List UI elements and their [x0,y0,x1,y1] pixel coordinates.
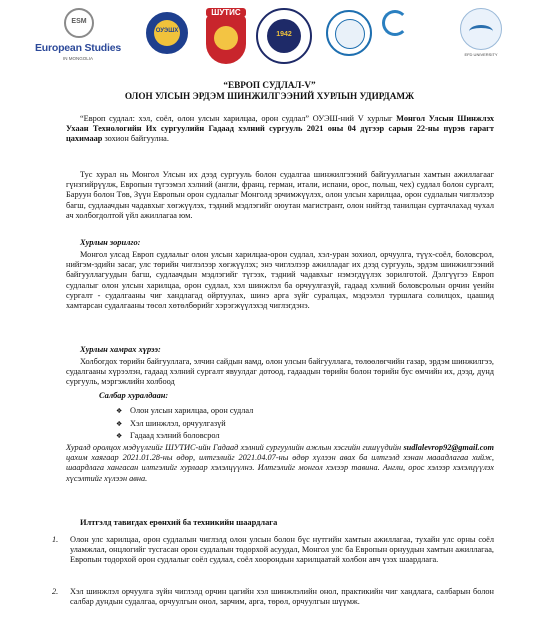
note-text-a: Хуралд оролцох мэдүүлгийг ШУТИС-ийн Гадаад хэлний сургуулийн ажлын хэсгийн гишүүдийн [66,443,404,452]
university-seal-year: 1942 [276,31,292,38]
school-logo [380,8,446,64]
esm-emblem-text: ESM [71,18,87,25]
intro-bold: Монгол Улсын Шинжлэх Ухаан Технологийн Их сургуулийн Гадаад хэлний сургууль 2021 оны 04 дүгээр сарын 22-ны пүрэв гарагт цахимаар [66,114,494,144]
list-item [116,418,253,431]
requirement-item [52,535,494,566]
title-line-1: “ЕВРОП СУДЛАЛ-V” [223,80,316,90]
note-text-b: цахим хаягаар 2021.01.28-ны өдөр, илтгэлийг 2021.04.07-ны өдөр хүлээн авах ба илтгэлд хэнан мааадлагаа хийж, шаардлага хангасан илтгэлийг хурлаар хэлэлцүүлнэ. Илтгэлийг монгол хэлээр тавина. Англи, орос хэлээр хэлэлцүүлэх хүсэлтийг хүлээн авна. [66,453,494,483]
efd-university-logo [458,8,504,62]
institute-seal-logo [326,10,372,56]
field-item-label: Олон улсын харилцаа, орон судлал [130,406,254,415]
logo-strip [0,6,539,72]
association-logo [146,12,188,54]
document-title [0,80,539,102]
requirements-heading: Илтгэлд тавигдах ерөнхий ба техникийн шаардлага [80,518,278,527]
field-item-label: Гадаад хэлний боловсрол [130,431,220,441]
goal-heading: Хурлын зорилго: [80,238,141,247]
esm-subtitle: IN MONGOLIA [62,56,93,61]
diamond-bullet-icon: ❖ [116,432,123,441]
must-logo [206,8,246,66]
must-logo-label: ШУТИС [206,8,246,17]
requirement-text: Хэл шинжлэл орчуулга зүйн чиглэлд орчин цагийн хэл шинжлэлийн онол, практикийн чиг хандлага, салбарын болон салбар дундын судалгаа, орчуулгын онол, зарчим, арга, төрөл, орчуулгын шүүмж. [70,587,494,607]
requirement-number: 1. [52,535,59,544]
contact-email[interactable]: sudlalevrop92@gmail.com [403,443,494,452]
esm-name: European Studies [34,42,122,54]
scope-paragraph: Холбогдох төрийн байгууллага, элчин сайдын яамд, олон улсын байгууллага, төлөөлөгчийн газар, эрдэм шинжилгээ, судалгааны хүрээлэн, гадаад хэлний сургалт явуулдаг дотоод, гадаадын төрийн болон төрийн бус өмчийн их, дээд, дунд сургууль, мэргэжлийн холбоод [66,357,494,387]
list-item [116,430,253,443]
esm-emblem [64,8,94,38]
association-logo-text: ОУЭШХ [155,28,179,34]
requirement-number: 2. [52,587,59,596]
requirement-item [52,587,494,607]
title-line-2: ОЛОН УЛСЫН ЭРДЭМ ШИНЖИЛГЭЭНИЙ ХУРЛЫН УДИРДАМЖ [124,91,415,101]
diamond-bullet-icon: ❖ [116,419,123,428]
purpose-paragraph: Тус хурал нь Монгол Улсын их дээд сургууль болон судалгаа шинжилгээний байгууллагын хамтын ажиллагааг гүнзгийрүүлж, Европын түгээмэл хэлний (англи, франц, герман, итали, испани, орос, польш, чех) судлал болон сургалт, Баруун болон Төв, Зүүн Европын орон судлалыг Монголд эрчимжүүлэх, олон улсын харилцаа, орон судлалын чиглэлээр багш, судлаачдын чадавхыг хөгжүүлэх, тэдний мэдлэгийг оюутан магистрант, олон нийтэд танилцан суртачлахад чухал ач холбогдолтой үйл ажиллагаа юм. [66,170,494,220]
fields-heading: Салбар хуралдаан: [99,391,169,400]
intro-paragraph [66,114,494,145]
list-item [116,405,253,418]
field-item-label: Хэл шинжлэл, орчуулгазүй [130,418,226,428]
intro-text-b: зохион байгуулна. [102,134,169,144]
goal-paragraph: Монгол улсад Европ судлалыг олон улсын харилцаа-орон судлал, хэл-уран зохиол, орчуулга, түүх-соёл, боловсрол, нийгэм-эдийн засаг, улс төрийн чиглэлээр хөгжүүлэх; энэ чиглэлээр ажилладаг их дээд сургууль, эрдэм шинжилгээний байгууллагуудын багш, судлаачдын мэдлэгийг түгээх, тэдний чадавхыг нэмэгдүүлэх зорилготой. Дэлгүүгээ Европ судлалыг олон улсын харилцаа, орон судлал, хэл шинжлэл ба орчуулгазүй, гадаад хэлний боловсролын орчин үеийн сургалт - судалгааны чиг хандлагад ойртуулах, шинэ арга зүйг суралцах, мэдээлэл туршлага солилцох, цаашид хамтарсан судалгааны төсөл хөтөлбөрийг хэрэгжүүлэхэд чиглэгдэнэ. [66,250,494,311]
european-studies-logo [34,6,122,68]
university-seal-logo [256,8,312,64]
fields-list [116,405,253,443]
requirement-text: Олон улс харилцаа, орон судлалын чиглэлд олон улсын болон бүс нутгийн хамтын ажиллагаа, тухайн улс орны соёл уламжлал, онцлогийг тусгасан орон судлалын тодорхой асуудал, Монгол улс ба Европын орнуудын хамтын ажиллагаа, Европын тодорхой орон судлалыг соёл судлал, соёл хоорондын харилцаатай холбон авч үзэх шаардлага. [70,535,494,565]
efd-university-caption: EFD UNIVERSITY [464,52,498,57]
diamond-bullet-icon: ❖ [116,407,123,415]
submission-note [66,443,494,484]
scope-heading: Хурлын хамрах хүрээ: [80,345,161,354]
intro-text-a: “Европ судлал: хэл, соёл, олон улсын харилцаа, орон судлал” ОУЭШ-ний V хурлыг [80,114,397,123]
